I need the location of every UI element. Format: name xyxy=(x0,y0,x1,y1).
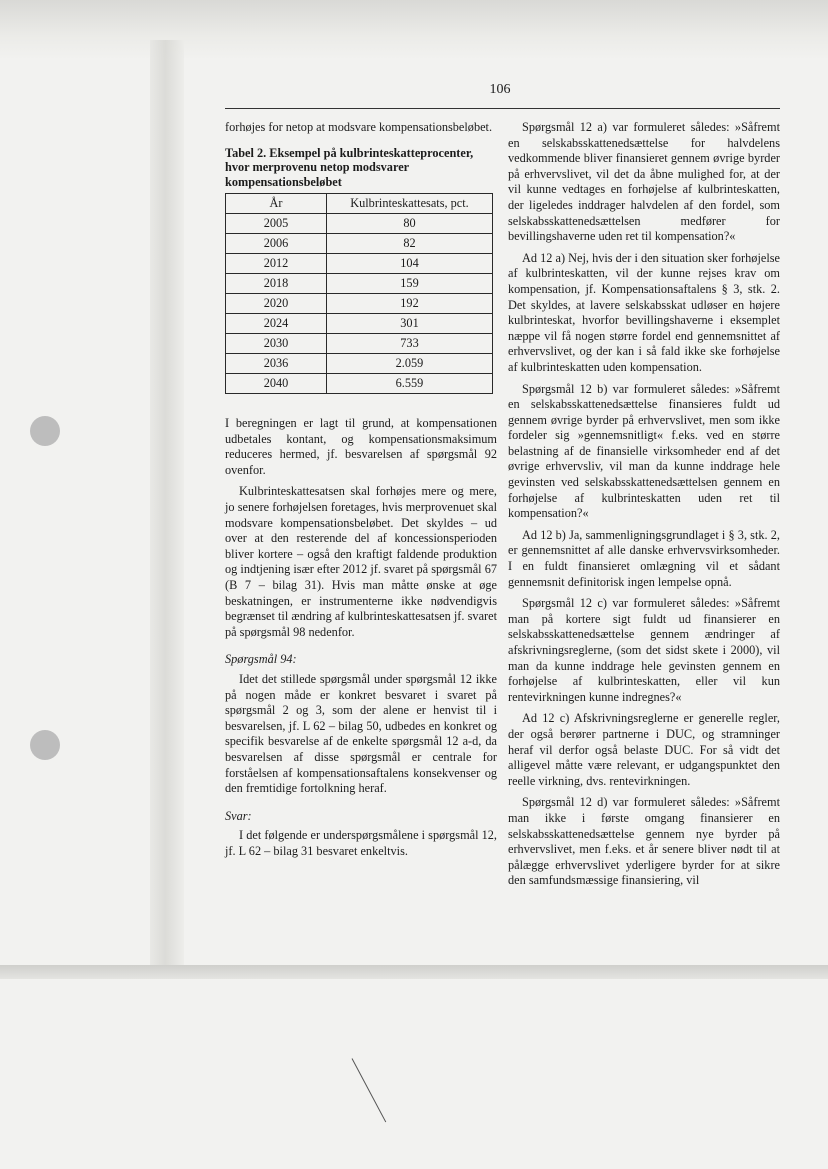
table-header-year: År xyxy=(226,194,327,214)
scan-shadow-binding xyxy=(150,40,184,970)
body-paragraph: Ad 12 a) Nej, hvis der i den situation sker forhøjelse af kulbrinteskatten, vil der kunne rejses krav om kompensation, jf. Kompensationsaftalens § 3, stk. 2. Det skyldes, at lavere selskabsskat udløser en højere kulbrinteskat, hvorfor bevillingshaverne i eksemplet næppe vil få nogen større fordel end gennemsnittet af erhvervslivet, og der kan i så fald ikke ske forhøjelse af kulbrinteskatten uden kompensation. xyxy=(508,250,780,374)
table-cell-year: 2005 xyxy=(226,214,327,234)
left-column xyxy=(225,120,497,866)
question-paragraph: Idet det stillede spørgsmål under spørgsmål 12 ikke på nogen måde er konkret besvaret i svaret på spørgsmål 2 og 3, som der alene er henvist til i besvarelsen, jf. L 62 – bilag 50, udbedes en konkret og specifik besvarelse af de enkelte spørgsmål 12 a-d, da besvarelsen af disse spørgsmål er centrale for forståelsen af kompensationsaftalens konsekvenser og den fremtidige fortolkning heraf. xyxy=(225,672,497,796)
body-paragraph: Spørgsmål 12 b) var formuleret således: »Såfremt en selskabsskattenedsættelse finansieres fuldt ud gennem øvrige byrder på erhvervslivet, men som ikke fordeler sig »gennemsnitligt« f.eks. ved en større belastning af de finansielle virksomheder end af det øvrige erhvervsliv, vil man da kunne inddrage hele gevinsten ved selskabsskattenedsættelsen gennem en forhøjelse af kulbrinteskatten uden ret til kompensation?« xyxy=(508,381,780,521)
table-cell-rate: 104 xyxy=(327,254,493,274)
intro-paragraph: forhøjes for netop at modsvare kompensationsbeløbet. xyxy=(225,120,493,134)
table-row xyxy=(226,214,493,234)
page-number: 106 xyxy=(489,82,511,97)
table-cell-rate: 80 xyxy=(327,214,493,234)
body-paragraph: Ad 12 b) Ja, sammenligningsgrundlaget i § 3, stk. 2, er gennemsnittet af alle danske erhvervsvirksomheder. I en fuldt finansieret omlægning vil et sådant gennemsnit definitorisk ingen lempelse opnå. xyxy=(508,527,780,589)
table-cell-rate: 192 xyxy=(327,294,493,314)
table-cell-rate: 82 xyxy=(327,234,493,254)
table-cell-year: 2020 xyxy=(226,294,327,314)
table-row xyxy=(226,334,493,354)
tax-rate-table xyxy=(225,193,493,394)
table-row xyxy=(226,374,493,394)
answer-paragraph: I det følgende er underspørgsmålene i spørgsmål 12, jf. L 62 – bilag 31 besvaret enkeltvis. xyxy=(225,828,497,858)
question-heading: Spørgsmål 94: xyxy=(225,652,297,667)
table-cell-rate: 159 xyxy=(327,274,493,294)
table-cell-rate: 301 xyxy=(327,314,493,334)
table-cell-rate: 733 xyxy=(327,334,493,354)
table-cell-rate: 2.059 xyxy=(327,354,493,374)
body-paragraph: Spørgsmål 12 a) var formuleret således: »Såfremt en selskabsskattenedsættelse for halvdelens vedkommende bliver finansieret gennem øvrige byrder på erhvervslivet, vil det da åbne mulighed for, at der vil kunne vedtages en forhøjelse af kulbrinteskatten, der ligeledes inddrager halvdelen af den fordel, som selskabsskattenedsættelsen medfører for bevillingshaverne uden ret til kompensation?« xyxy=(508,120,780,244)
scan-shadow-top xyxy=(0,0,828,60)
header-rule xyxy=(225,108,780,109)
body-paragraph: I beregningen er lagt til grund, at kompensationen udbetales kontant, og kompensationsmaksimum reduceres hermed, jf. besvarelsen af spørgsmål 92 ovenfor. xyxy=(225,416,497,477)
scan-shadow-bottom xyxy=(0,965,828,979)
table-row xyxy=(226,354,493,374)
body-paragraph: Kulbrinteskattesatsen skal forhøjes mere og mere, jo senere forhøjelsen foretages, hvis merprovenuet skal modsvare kompensationsbeløbet. Det skyldes – ud over at den resterende del af koncessionsperioden bliver kortere – også den kraftigt faldende produktion og indtjening især efter 2012 jf. svaret på spørgsmål 67 (B 7 – bilag 31). Hvis man måtte ønske at øge beskatningen, er instrumenterne ikke nødvendigvis begrænset til ændring af kulbrinteskattesatsen jf. svaret på spørgsmål 98 nedenfor. xyxy=(225,484,497,639)
table-cell-rate: 6.559 xyxy=(327,374,493,394)
answer-heading: Svar: xyxy=(225,808,252,823)
table-row xyxy=(226,234,493,254)
table-cell-year: 2036 xyxy=(226,354,327,374)
table-row xyxy=(226,314,493,334)
table-cell-year: 2018 xyxy=(226,274,327,294)
punch-hole-icon xyxy=(30,730,60,760)
table-cell-year: 2006 xyxy=(226,234,327,254)
table-header-row xyxy=(226,194,493,214)
table-row xyxy=(226,274,493,294)
punch-hole-icon xyxy=(30,416,60,446)
table-row xyxy=(226,254,493,274)
body-paragraph: Spørgsmål 12 c) var formuleret således: »Såfremt man på kortere sigt fuldt ud finansierer en selskabsskattenedsættelse gennem ændringer af afskrivningsreglerne, (som det sidst skete i 2000), vil man da kunne inddrage hele gevinsten gennem en forhøjelse af kulbrinteskatten, eller vil kun rentevirkningen kunne indregnes?« xyxy=(508,596,780,704)
table-caption: Tabel 2. Eksempel på kulbrinteskatteprocenter, hvor merprovenu netop modsvarer kompensationsbeløbet xyxy=(225,145,474,189)
right-column xyxy=(508,120,780,895)
body-paragraph: Spørgsmål 12 d) var formuleret således: »Såfremt man ikke i første omgang finansierer en selskabsskattenedsættelse gennem nye byrder på erhvervslivet, men f.eks. et år senere bliver nødt til at pålægge erhvervslivet yderligere byrder for at sikre den samfundsmæssige finansiering, vil xyxy=(508,795,780,888)
scan-artifact-line xyxy=(352,1058,387,1122)
table-header-rate: Kulbrinteskattesats, pct. xyxy=(327,194,493,214)
table-row xyxy=(226,294,493,314)
table-cell-year: 2030 xyxy=(226,334,327,354)
table-cell-year: 2040 xyxy=(226,374,327,394)
body-paragraph: Ad 12 c) Afskrivningsreglerne er generelle regler, der også berører partnerne i DUC, og stramninger heraf vil derfor også belaste DUC. For så vidt det alligevel måtte være relevant, er udgangspunktet den reelle virkning, dvs. rentevirkningen. xyxy=(508,711,780,788)
table-cell-year: 2012 xyxy=(226,254,327,274)
table-cell-year: 2024 xyxy=(226,314,327,334)
